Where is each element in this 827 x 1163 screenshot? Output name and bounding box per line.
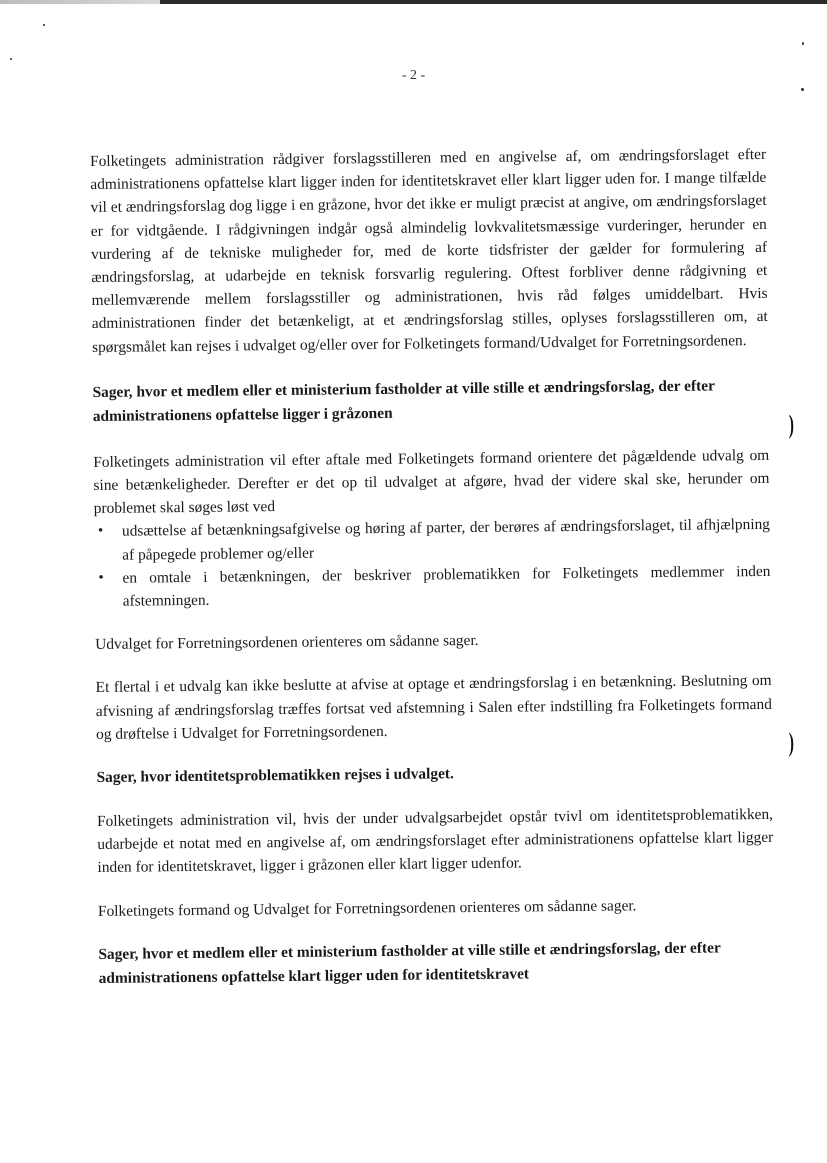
bullet-list — [94, 513, 771, 613]
margin-bracket-mark: ) — [788, 410, 794, 439]
bullet-text: en omtale i betænkningen, der beskriver problematikken for Folketingets medlemmer inden afstemningen. — [122, 562, 771, 610]
scan-speck — [801, 88, 804, 91]
paragraph-speaker-orientation: Folketingets formand og Udvalget for Forretningsordenen orienteres om sådanne sager. — [97, 896, 637, 920]
paragraph-orientation-note: Udvalget for Forretningsordenen orienteres om sådanne sager. — [95, 632, 479, 654]
paragraph-majority-rule: Et flertal i et udvalg kan ikke beslutte at afvise at optage et ændringsforslag i en betænkning. Beslutning om afvisning af ændringsforslag træffes fortsat ved afstemning i Salen efter indstilling fra Folketingets formand og drøftelse i Udvalget for Forretningsordenen. — [95, 672, 772, 743]
scan-speck — [10, 58, 12, 60]
bullet-dot-icon: • — [97, 523, 104, 540]
bullet-dot-icon: • — [98, 569, 104, 586]
paragraph-advice: Folketingets administration rådgiver forslagsstilleren med en angivelse af, om ændringsforslaget efter administrationens opfattelse klart ligger inden for identitetskravet eller klart ligger uden for. I mange tilfælde vil et ændringsforslag dog ligge i en gråzone, hvor det ikke er muligt præcist at angive, om ændringsforslaget er for vidtgående. I rådgivningen indgår også almindelig lovkvalitetsmæssige vurderinger, herunder en vurdering af de tekniske muligheder for, med de korte tidsfrister der gælder for formulering af ændringsforslag, at udarbejde en teknisk forsvarlig regulering. Oftest forbliver denne rådgivning et mellemværende mellem forslagsstiller og administrationen, hvis råd følges umiddelbart. Hvis administrationen finder det betænkeligt, at et ændringsforslag stilles, oplyses forslagsstilleren om, at spørgsmålet kan rejses i udvalget og/eller over for Folketingets formand/Udvalget for Forretningsordenen. — [90, 145, 768, 356]
bullet-item — [94, 513, 770, 566]
page-number: - 2 - — [401, 68, 426, 83]
scan-top-edge — [0, 0, 827, 4]
heading-committee-issue: Sager, hvor identitetsproblematikken rejses i udvalget. — [96, 765, 454, 787]
heading-outside-identity: Sager, hvor et medlem eller et ministerium fastholder at ville stille et ændringsforslag, der efter administrationens opfattelse klart ligger uden for identitetskravet — [98, 939, 721, 987]
paragraph-committee-orientation: Folketingets administration vil efter aftale med Folketingets formand orientere det pågældende udvalg om sine betænkeligheder. Derefter er det op til udvalget at afgøre, hvad der videre skal ske, herunder om problemet skal søges løst ved — [93, 446, 770, 518]
scan-speck — [802, 42, 804, 45]
bullet-text: udsættelse af betænkningsafgivelse og høring af parter, der berøres af ændringsforslaget, til afhjælpning af påpegede problemer og/eller — [121, 516, 771, 564]
scan-speck — [43, 24, 45, 26]
bullet-item — [94, 560, 770, 613]
heading-grey-zone: Sager, hvor et medlem eller et ministerium fastholder at ville stille et ændringsforslag, der efter administrationens opfattelse ligger i gråzonen — [92, 377, 715, 425]
paragraph-memo: Folketingets administration vil, hvis der under udvalgsarbejdet opstår tvivl om identitetsproblematikken, udarbejde et notat med en angivelse af, om ændringsforslaget efter administrationens opfattelse klart ligger inden for identitetskravet, ligger i gråzonen eller klart ligger udenfor. — [96, 805, 774, 877]
margin-bracket-mark: ) — [788, 728, 794, 757]
document-page — [90, 143, 775, 991]
